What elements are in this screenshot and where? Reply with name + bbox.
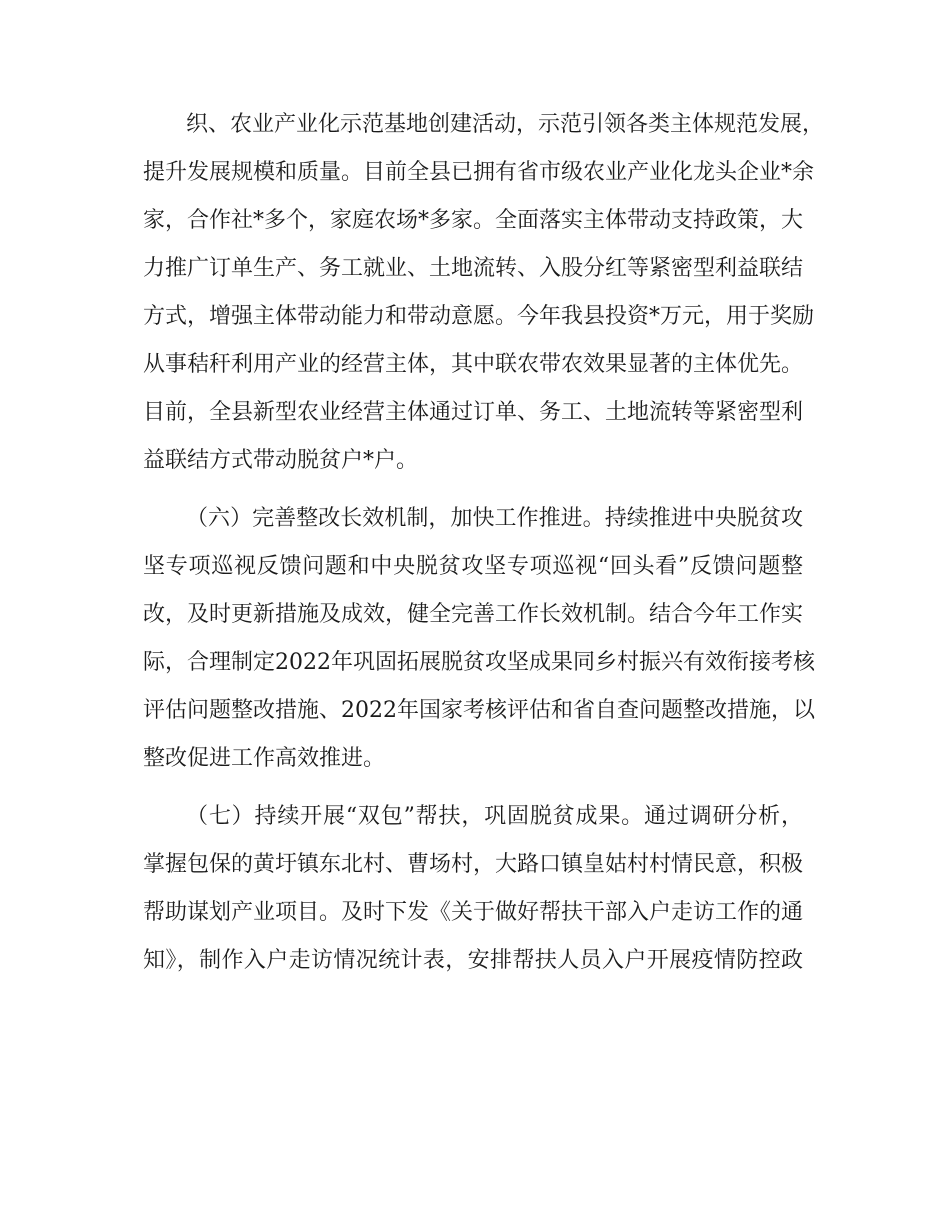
paragraph-line: 掌握包保的黄圩镇东北村、曹场村，大路口镇皇姑村村情民意，积极: [143, 852, 804, 877]
paragraph-line: 提升发展规模和质量。目前全县已拥有省市级农业产业化龙头企业*余: [143, 160, 815, 185]
paragraph-line: 方式，增强主体带动能力和带动意愿。今年我县投资*万元，用于奖励: [143, 304, 815, 329]
paragraph-line: 坚专项巡视反馈问题和中央脱贫攻坚专项巡视“回头看”反馈问题整: [143, 554, 803, 579]
paragraph-line: 知》，制作入户走访情况统计表，安排帮扶人员入户开展疫情防控政: [143, 948, 803, 973]
paragraph-line: 帮助谋划产业项目。及时下发《关于做好帮扶干部入户走访工作的通: [143, 900, 804, 925]
paragraph-line: 整改促进工作高效推进。: [143, 746, 386, 771]
paragraph-line: 改，及时更新措施及成效，健全完善工作长效机制。结合今年工作实: [143, 602, 804, 627]
paragraph-line: 织、农业产业化示范基地创建活动，示范引领各类主体规范发展，: [186, 112, 825, 137]
section-heading-line: （七）持续开展“双包”帮扶，巩固脱贫成果。通过调研分析，: [186, 804, 803, 829]
paragraph-line: 际，合理制定2022年巩固拓展脱贫攻坚成果同乡村振兴有效衔接考核: [143, 650, 815, 675]
paragraph-line: 益联结方式带动脱贫户*户。: [143, 448, 419, 473]
paragraph-line: 家，合作社*多个，家庭农场*多家。全面落实主体带动支持政策，大: [143, 208, 804, 233]
section-heading-line: （六）完善整改长效机制，加快工作推进。持续推进中央脱贫攻: [186, 506, 803, 531]
paragraph-line: 评估问题整改措施、2022年国家考核评估和省自查问题整改措施，以: [143, 698, 815, 723]
paragraph-line: 从事秸秆利用产业的经营主体，其中联农带农效果显著的主体优先。: [143, 352, 804, 377]
paragraph-line: 目前，全县新型农业经营主体通过订单、务工、土地流转等紧密型利: [143, 400, 804, 425]
paragraph-line: 力推广订单生产、务工就业、土地流转、入股分红等紧密型利益联结: [143, 256, 804, 281]
